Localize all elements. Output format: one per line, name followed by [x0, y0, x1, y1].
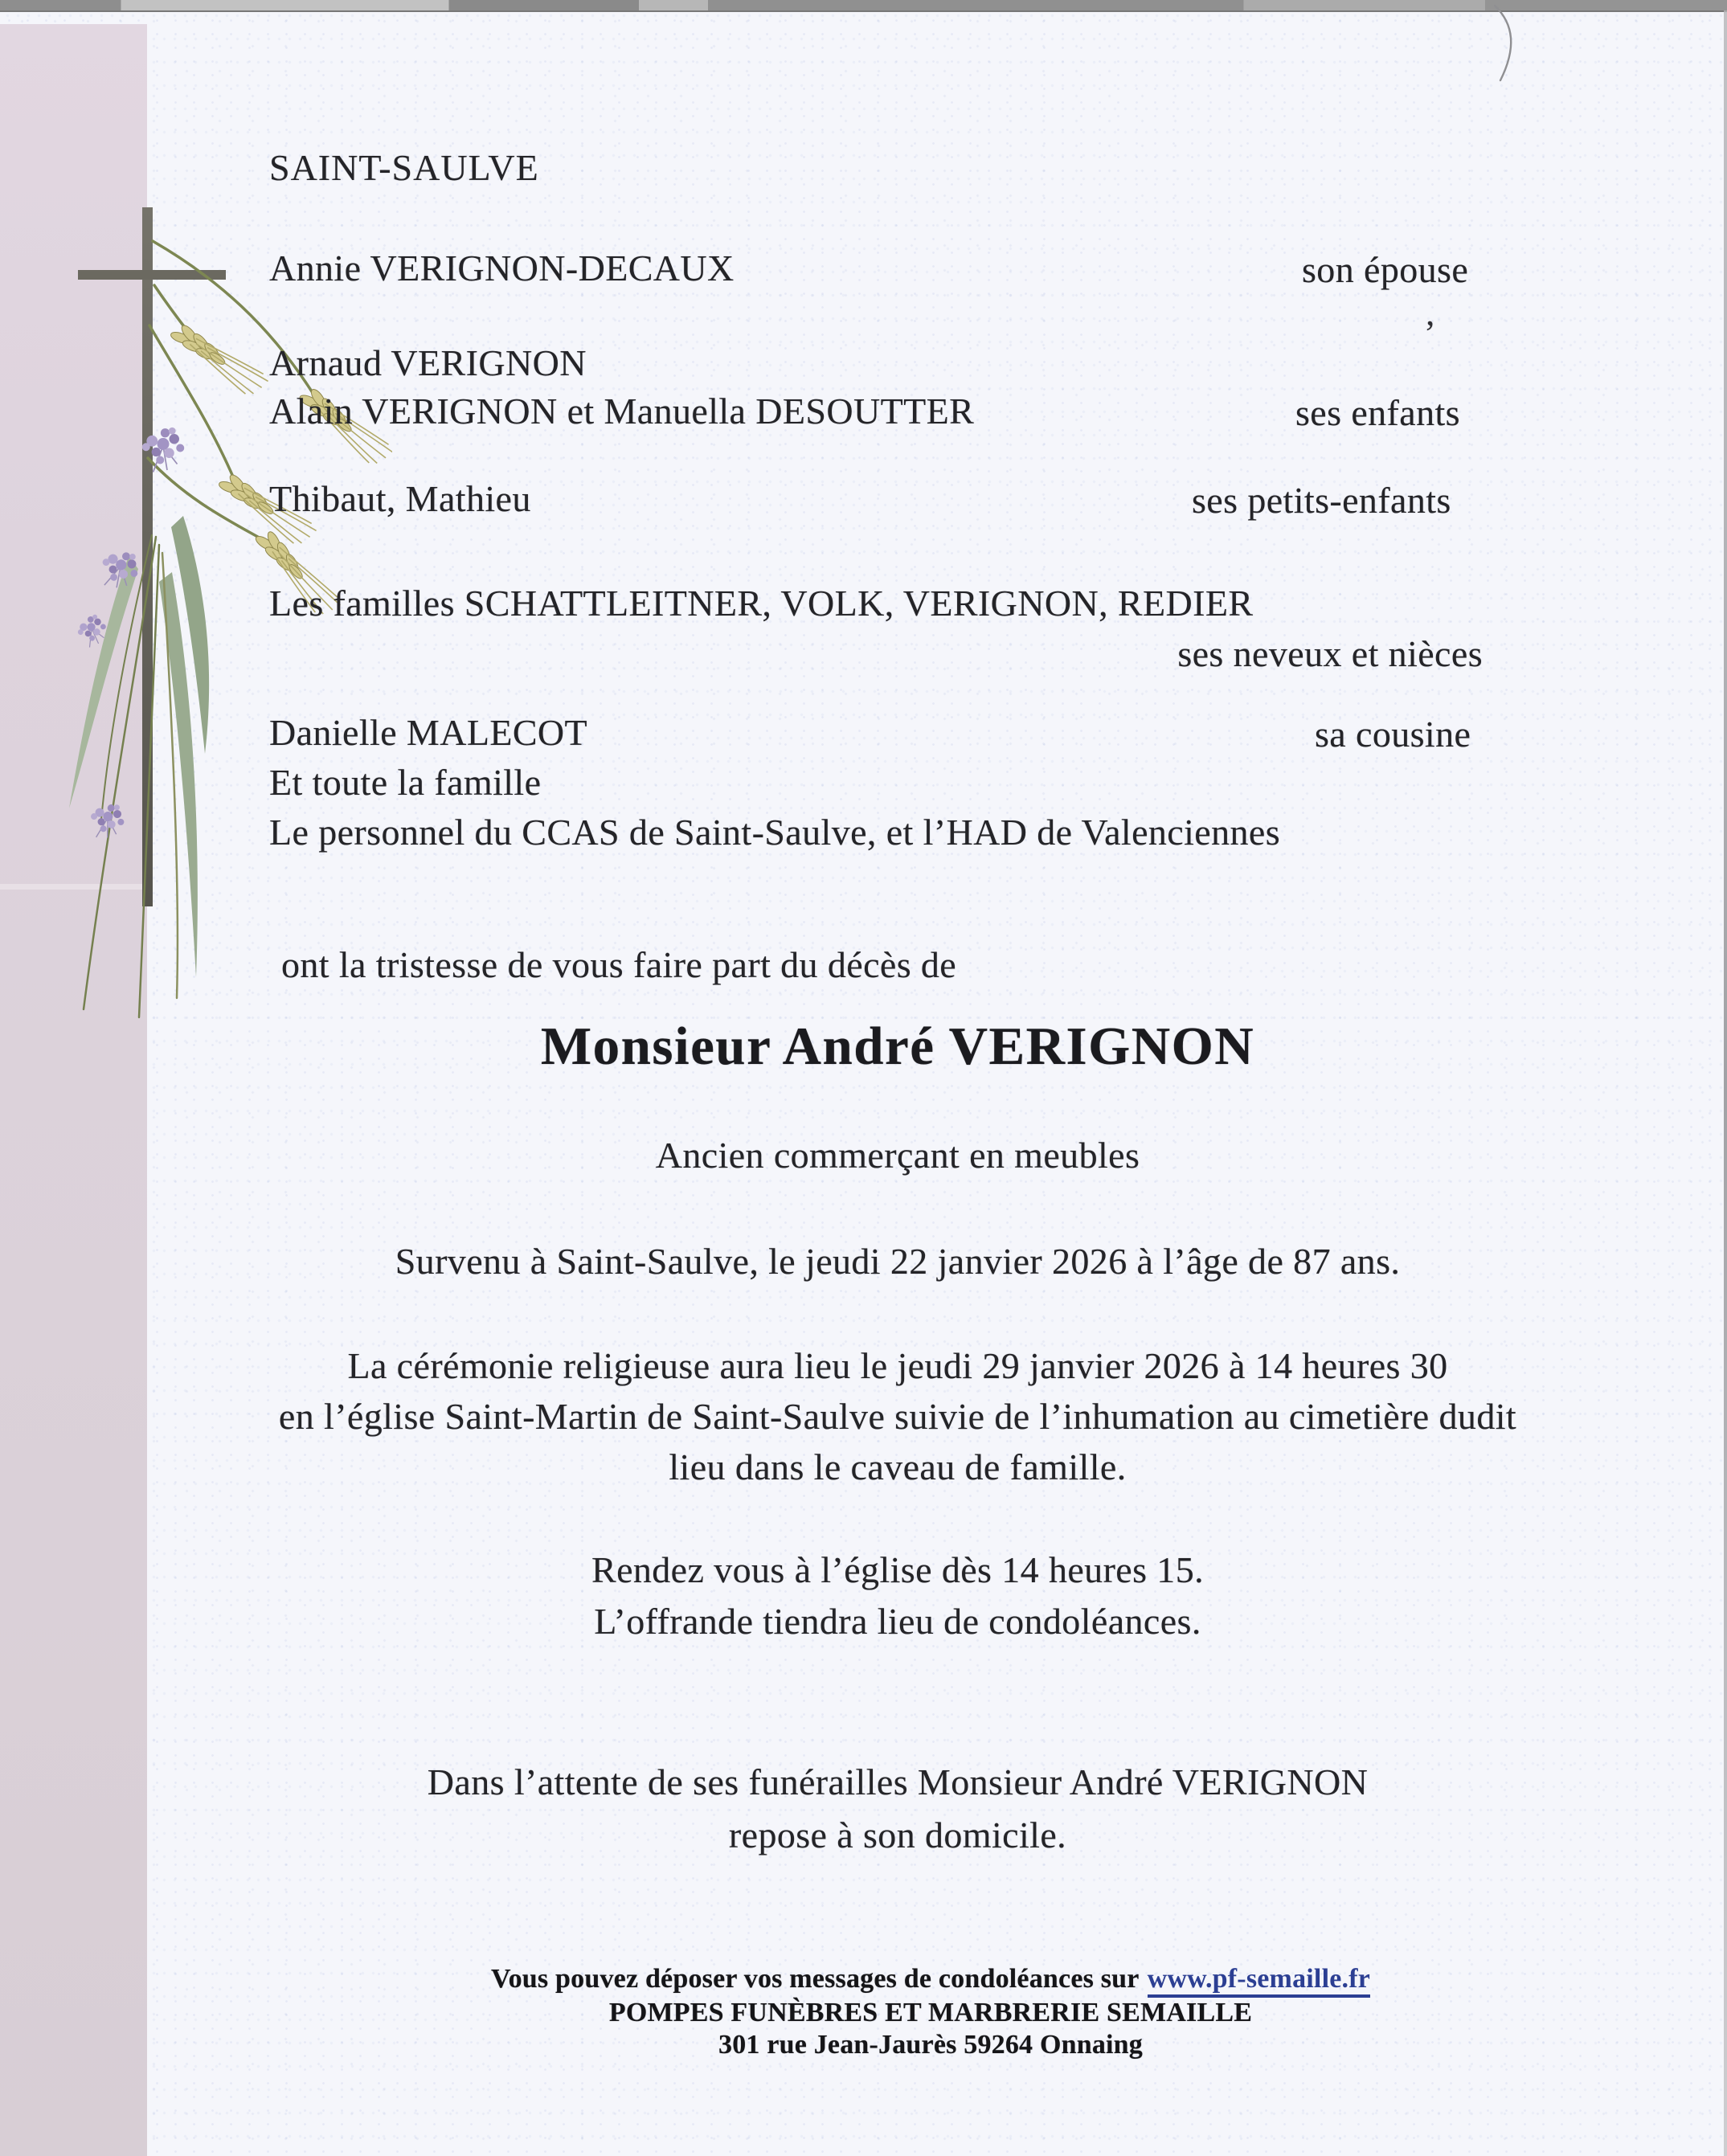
- ceremony-line-1: La cérémonie religieuse aura lieu le jeudi 29 janvier 2026 à 14 heures 30: [347, 1345, 1448, 1386]
- offering-line: L’offrande tiendra lieu de condoléances.: [594, 1601, 1201, 1642]
- ceremony-line-3: lieu dans le caveau de famille.: [669, 1446, 1127, 1487]
- scan-artifact-mark: ’: [1424, 313, 1437, 353]
- death-notice-line: Survenu à Saint-Saulve, le jeudi 22 janvier 2026 à l’âge de 87 ans.: [395, 1241, 1401, 1282]
- relative-name-grandchildren: Thibaut, Mathieu: [269, 478, 531, 519]
- relative-name-families: Les familles SCHATTLEITNER, VOLK, VERIGNON, REDIER: [269, 583, 1254, 624]
- ceremony-line-2: en l’église Saint-Martin de Saint-Saulve suivie de l’inhumation au cimetière dudit: [278, 1396, 1517, 1437]
- footer-condolences-text: Vous pouvez déposer vos messages de condoléances sur: [490, 1964, 1140, 1994]
- relation-label-nieces: ses neveux et nièces: [1177, 633, 1483, 674]
- footer-condolences-line: [135, 1964, 1726, 1994]
- deceased-profession: Ancien commerçant en meubles: [655, 1135, 1140, 1176]
- relative-name-son1: Arnaud VERIGNON: [269, 342, 587, 383]
- relation-label-cousin: sa cousine: [1315, 714, 1471, 755]
- announcement-line: ont la tristesse de vous faire part du décès de: [281, 944, 957, 985]
- location-heading: SAINT-SAULVE: [269, 147, 539, 188]
- footer-funeral-home: POMPES FUNÈBRES ET MARBRERIE SEMAILLE: [608, 1998, 1253, 2027]
- relation-label-spouse: son épouse: [1302, 249, 1469, 290]
- relation-label-grandchildren: ses petits-enfants: [1192, 480, 1451, 521]
- footer-address: 301 rue Jean-Jaurès 59264 Onnaing: [718, 2030, 1143, 2060]
- relation-label-children: ses enfants: [1295, 392, 1460, 433]
- resting-line-2: repose à son domicile.: [728, 1814, 1067, 1855]
- relative-name-spouse: Annie VERIGNON-DECAUX: [269, 248, 735, 288]
- website-link[interactable]: www.pf-semaille.fr: [1148, 1964, 1370, 1998]
- scanner-hair-artifact: [1477, 3, 1533, 84]
- resting-line-1: Dans l’attente de ses funérailles Monsieur André VERIGNON: [427, 1761, 1369, 1802]
- leaves-icon: [69, 516, 209, 977]
- scanner-edge-bar: [0, 0, 1727, 12]
- relative-name-cousin: Danielle MALECOT: [269, 712, 588, 753]
- deceased-name-title: Monsieur André VERIGNON: [540, 1017, 1255, 1076]
- relative-name-son2: Alain VERIGNON et Manuella DESOUTTER: [269, 391, 975, 432]
- relative-name-staff: Le personnel du CCAS de Saint-Saulve, et l’HAD de Valenciennes: [269, 812, 1281, 853]
- relative-name-family: Et toute la famille: [269, 762, 542, 803]
- meeting-line: Rendez vous à l’église dès 14 heures 15.: [591, 1549, 1205, 1590]
